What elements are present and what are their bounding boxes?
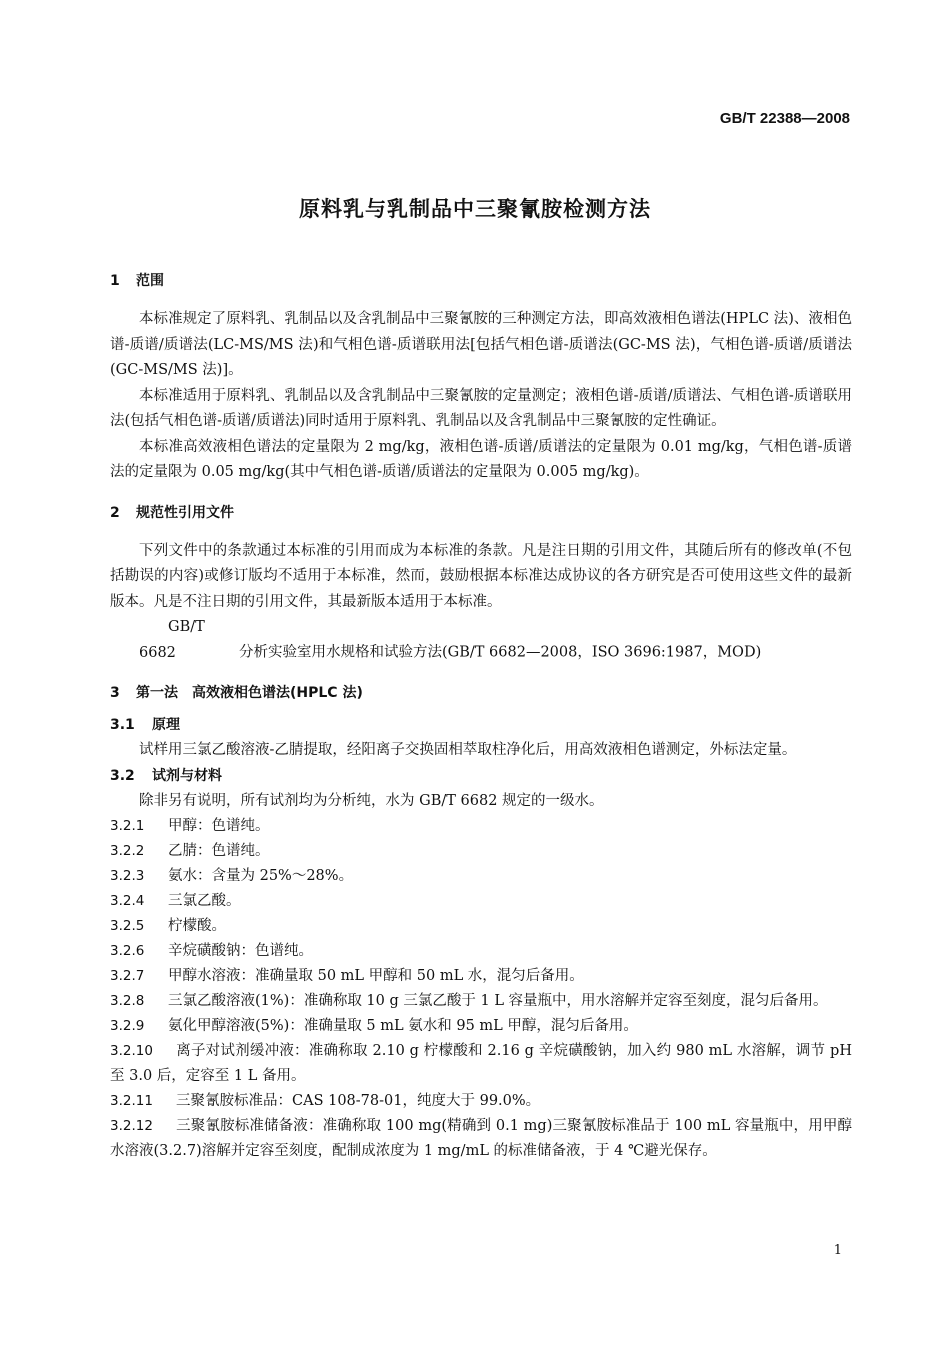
item-number: 3.2.5 xyxy=(110,918,145,934)
list-item xyxy=(110,1114,852,1164)
page-number: 1 xyxy=(833,1243,842,1258)
document-body xyxy=(110,268,852,1164)
reagent-list xyxy=(110,814,852,1164)
list-item xyxy=(110,914,852,939)
item-number: 3.2.10 xyxy=(110,1043,153,1059)
section-3-heading xyxy=(110,680,852,707)
list-item xyxy=(110,1089,852,1114)
subsection-number: 3.1 xyxy=(110,717,135,733)
item-text: 三氯乙酸溶液(1%)：准确称取 10 g 三氯乙酸于 1 L 容量瓶中，用水溶解并定容至刻度，混匀后备用。 xyxy=(168,993,828,1009)
subsection-number: 3.2 xyxy=(110,767,135,784)
reference-code: GB/T 6682 xyxy=(139,619,205,661)
list-item xyxy=(110,964,852,989)
paragraph: 试样用三氯乙酸溶液-乙腈提取，经阳离子交换固相萃取柱净化后，用高效液相色谱测定，外标法定量。 xyxy=(139,742,797,758)
item-number: 3.2.8 xyxy=(110,993,145,1009)
standard-number: GB/T 22388—2008 xyxy=(719,110,850,127)
subsection-3-1-heading xyxy=(110,713,852,738)
item-text: 乙腈：色谱纯。 xyxy=(168,843,270,859)
subsection-3-2-heading xyxy=(110,764,852,789)
item-text: 离子对试剂缓冲液：准确称取 2.10 g 柠檬酸和 2.16 g 辛烷磺酸钠，加入约 980 mL 水溶解，调节 pH 至 3.0 后，定容至 1 L 备用。 xyxy=(110,1043,852,1084)
item-text: 辛烷磺酸钠：色谱纯。 xyxy=(168,943,313,959)
item-number: 3.2.6 xyxy=(110,943,145,959)
section-number: 1 xyxy=(110,273,120,289)
reference-title: 分析实验室用水规格和试验方法(GB/T 6682—2008，ISO 3696:1987，MOD) xyxy=(239,644,762,661)
list-item xyxy=(110,889,852,914)
subsection-title: 试剂与材料 xyxy=(152,767,222,784)
list-item xyxy=(110,939,852,964)
item-number: 3.2.2 xyxy=(110,843,145,859)
item-number: 3.2.11 xyxy=(110,1093,153,1109)
item-text: 甲醇水溶液：准确量取 50 mL 甲醇和 50 mL 水，混匀后备用。 xyxy=(168,968,584,984)
item-number: 3.2.7 xyxy=(110,968,145,984)
item-text: 三氯乙酸。 xyxy=(168,893,241,909)
paragraph: 本标准适用于原料乳、乳制品以及含乳制品中三聚氰胺的定量测定；液相色谱-质谱/质谱法、气相色谱-质谱联用法(包括气相色谱-质谱/质谱法)同时适用于原料乳、乳制品以及含乳制品中三聚氰胺的定性确证。 xyxy=(110,387,852,429)
paragraph: 本标准规定了原料乳、乳制品以及含乳制品中三聚氰胺的三种测定方法，即高效液相色谱法(HPLC 法)、液相色谱-质谱/质谱法(LC-MS/MS 法)和气相色谱-质谱联用法[包括气相色谱-质谱法(GC-MS 法)，气相色谱-质谱/质谱法(GC-MS/MS 法)]。 xyxy=(110,311,852,378)
section-title: 第一法 高效液相色谱法(HPLC 法) xyxy=(136,685,363,701)
item-number: 3.2.1 xyxy=(110,818,145,834)
paragraph: 除非另有说明，所有试剂均为分析纯，水为 GB/T 6682 规定的一级水。 xyxy=(139,792,604,809)
page-title: 原料乳与乳制品中三聚氰胺检测方法 xyxy=(299,197,651,221)
item-text: 氨化甲醇溶液(5%)：准确量取 5 mL 氨水和 95 mL 甲醇，混匀后备用。 xyxy=(168,1018,638,1034)
section-number: 3 xyxy=(110,685,120,701)
list-item xyxy=(110,1014,852,1039)
item-text: 甲醇：色谱纯。 xyxy=(168,818,270,834)
item-number: 3.2.3 xyxy=(110,868,145,884)
paragraph: 本标准高效液相色谱法的定量限为 2 mg/kg，液相色谱-质谱/质谱法的定量限为 0.01 mg/kg，气相色谱-质谱法的定量限为 0.05 mg/kg(其中气相色谱-质谱/质谱法的定量限为 0.005 mg/kg)。 xyxy=(110,438,852,480)
item-number: 3.2.12 xyxy=(110,1118,153,1134)
list-item xyxy=(110,1039,852,1089)
item-text: 三聚氰胺标准储备液：准确称取 100 mg(精确到 0.1 mg)三聚氰胺标准品于 100 mL 容量瓶中，用甲醇水溶液(3.2.7)溶解并定容至刻度，配制成浓度为 1 mg/mL 的标准储备液，于 4 ℃避光保存。 xyxy=(110,1118,852,1159)
section-1-heading xyxy=(110,268,852,295)
item-text: 氨水：含量为 25%～28%。 xyxy=(168,868,354,884)
paragraph: 下列文件中的条款通过本标准的引用而成为本标准的条款。凡是注日期的引用文件，其随后所有的修改单(不包括勘误的内容)或修订版均不适用于本标准，然而，鼓励根据本标准达成协议的各方研究是否可使用这些文件的最新版本。凡是不注日期的引用文件，其最新版本适用于本标准。 xyxy=(110,542,852,610)
section-title: 规范性引用文件 xyxy=(136,504,234,521)
item-number: 3.2.4 xyxy=(110,893,145,909)
list-item xyxy=(110,839,852,864)
normative-reference xyxy=(110,615,852,666)
item-text: 三聚氰胺标准品：CAS 108-78-01，纯度大于 99.0%。 xyxy=(176,1093,541,1109)
subsection-title: 原理 xyxy=(152,717,180,733)
section-2-heading xyxy=(110,500,852,527)
item-text: 柠檬酸。 xyxy=(168,918,226,934)
section-number: 2 xyxy=(110,504,120,521)
list-item xyxy=(110,814,852,839)
list-item xyxy=(110,864,852,889)
section-title: 范围 xyxy=(136,273,164,289)
item-number: 3.2.9 xyxy=(110,1018,145,1034)
list-item xyxy=(110,989,852,1014)
